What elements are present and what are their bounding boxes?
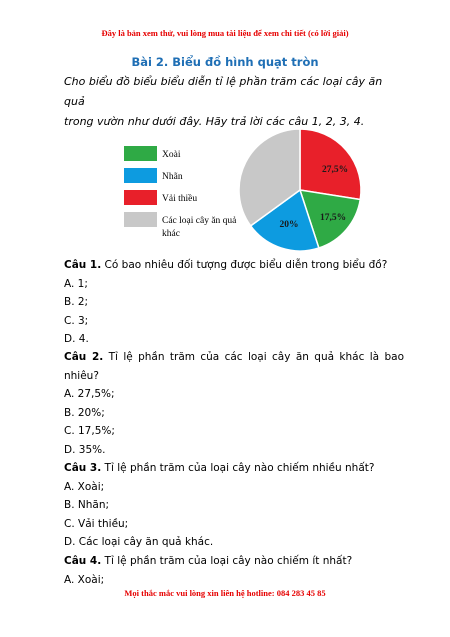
answer-option: C. 3; [64,314,89,327]
section-title: Bài 2. Biểu đồ hình quạt tròn [131,55,319,69]
legend-swatch [124,146,157,161]
legend-swatch [124,212,157,227]
legend-swatch [124,168,157,183]
answer-option: D. 4. [64,333,89,345]
pie-data-label: 20% [279,220,299,230]
legend-label: Các loại cây ăn quả [162,216,237,226]
question-text: Tỉ lệ phần trăm của loại cây nào chiếm nhiều nhất? [101,462,375,474]
legend-label: Xoài [162,150,181,160]
legend-label: Nhãn [162,172,183,182]
footer-banner: Mọi thắc mắc vui lòng xin liên hệ hotline: 084 283 45 85 [124,588,326,598]
pie-data-label: 27,5% [321,165,349,175]
question-3 [64,459,404,552]
header-banner: Đây là bản xem thử, vui lòng mua tài liệu để xem chi tiết (có lời giải) [101,28,349,38]
answer-option: A. Xoài; [64,573,105,586]
legend-swatch [124,190,157,205]
question-text: Tỉ lệ phần trăm của loại cây nào chiếm ít nhất? [101,555,353,567]
intro-line-1: Cho biểu đồ biểu biểu diễn tỉ lệ phần trăm các loại cây ăn quả [64,75,383,108]
legend-label: Vải thiều [162,194,198,204]
answer-option: C. 17,5%; [64,425,115,437]
answer-option: A. 1; [64,277,88,290]
question-1 [64,256,404,349]
answer-option: D. 35%. [64,443,106,456]
question-number: Câu 2. [64,351,104,363]
question-number: Câu 1. [64,259,102,271]
intro-line-2: trong vườn như dưới đây. Hãy trả lời các câu 1, 2, 3, 4. [64,115,365,128]
question-number: Câu 4. [64,555,102,567]
question-number: Câu 3. [64,462,102,474]
answer-option: A. Xoài; [64,480,105,493]
answer-option: B. 20%; [64,406,105,419]
pie-data-label: 17,5% [319,213,347,223]
question-text: Có bao nhiêu đối tượng được biểu diễn trong biểu đồ? [101,259,388,271]
answer-option: A. 27,5%; [64,388,115,400]
question-4 [64,552,404,589]
legend-label: khác [162,229,180,239]
answer-option: B. 2; [64,296,89,308]
answer-option: B. Nhãn; [64,499,110,511]
answer-option: C. Vải thiều; [64,517,129,530]
question-2 [64,348,404,459]
question-text: Tỉ lệ phần trăm của các loại cây ăn quả khác là bao nhiêu? [64,351,404,382]
answer-option: D. Các loại cây ăn quả khác. [64,536,214,548]
